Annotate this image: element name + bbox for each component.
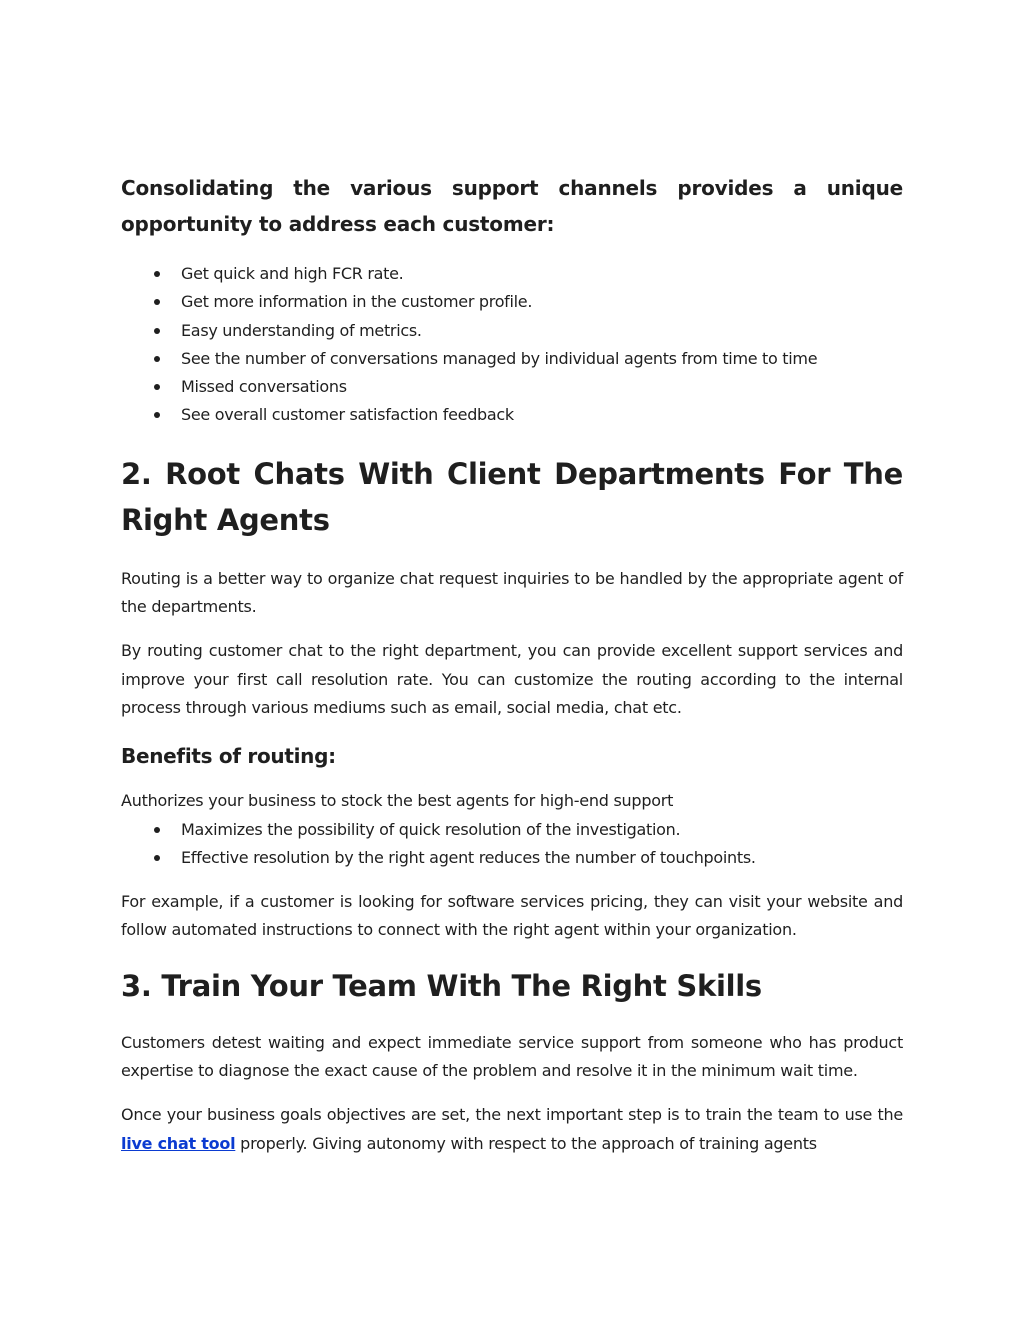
feature-list	[121, 260, 903, 430]
list-item	[181, 401, 903, 429]
list-item	[181, 816, 903, 844]
list-item-text: See overall customer satisfaction feedback	[181, 405, 514, 425]
example-paragraph: For example, if a customer is looking for software services pricing, they can visit your website and follow automated instructions to connect with the right agent within your organization.	[121, 892, 903, 940]
bullet-icon	[154, 328, 160, 334]
bullet-icon	[154, 384, 160, 390]
list-item	[181, 844, 903, 872]
benefits-paragraph: Authorizes your business to stock the best agents for high-end support	[121, 791, 674, 811]
training-paragraph: Customers detest waiting and expect immediate service support from someone who has product expertise to diagnose the exact cause of the problem and resolve it in the minimum wait time.	[121, 1032, 903, 1081]
benefits-heading: Benefits of routing:	[121, 744, 336, 769]
list-item	[181, 345, 903, 373]
paragraph-text-start: Once your business goals objectives are set, the next important step is to train the team to use the	[121, 1105, 903, 1125]
intro-heading: Consolidating the various support channels provides a unique opportunity to address each customer:	[121, 176, 903, 236]
training-detail-paragraph	[121, 1101, 903, 1158]
live-chat-tool-link[interactable]: live chat tool	[121, 1133, 236, 1153]
list-item	[181, 317, 903, 345]
bullet-icon	[154, 271, 160, 277]
benefits-list	[121, 816, 903, 873]
routing-detail-paragraph: By routing customer chat to the right department, you can provide excellent support services and improve your first call resolution rate. You can customize the routing according to the internal process through various mediums such as email, social media, chat etc.	[121, 641, 903, 717]
bullet-icon	[154, 827, 160, 833]
list-item-text: Maximizes the possibility of quick resolution of the investigation.	[181, 819, 681, 839]
bullet-icon	[154, 356, 160, 362]
bullet-icon	[154, 855, 160, 861]
list-item-text: Get quick and high FCR rate.	[181, 264, 404, 283]
section-heading-training: 3. Train Your Team With The Right Skills	[121, 968, 762, 1003]
list-item-text: Effective resolution by the right agent reduces the number of touchpoints.	[181, 847, 756, 867]
list-item-text: Easy understanding of metrics.	[181, 320, 422, 340]
section-heading-routing: 2. Root Chats With Client Departments For The Right Agents	[121, 456, 903, 537]
list-item	[181, 288, 903, 316]
bullet-icon	[154, 299, 160, 305]
list-item-text: Missed conversations	[181, 377, 347, 397]
paragraph-text-end: properly. Giving autonomy with respect to the approach of training agents	[235, 1133, 817, 1153]
list-item-text: See the number of conversations managed by individual agents from time to time	[181, 348, 818, 368]
list-item	[181, 260, 903, 288]
bullet-icon	[154, 412, 160, 418]
list-item	[181, 373, 903, 401]
document-page	[121, 170, 903, 1158]
routing-paragraph: Routing is a better way to organize chat request inquiries to be handled by the appropriate agent of the departments.	[121, 568, 903, 617]
list-item-text: Get more information in the customer profile.	[181, 292, 533, 312]
